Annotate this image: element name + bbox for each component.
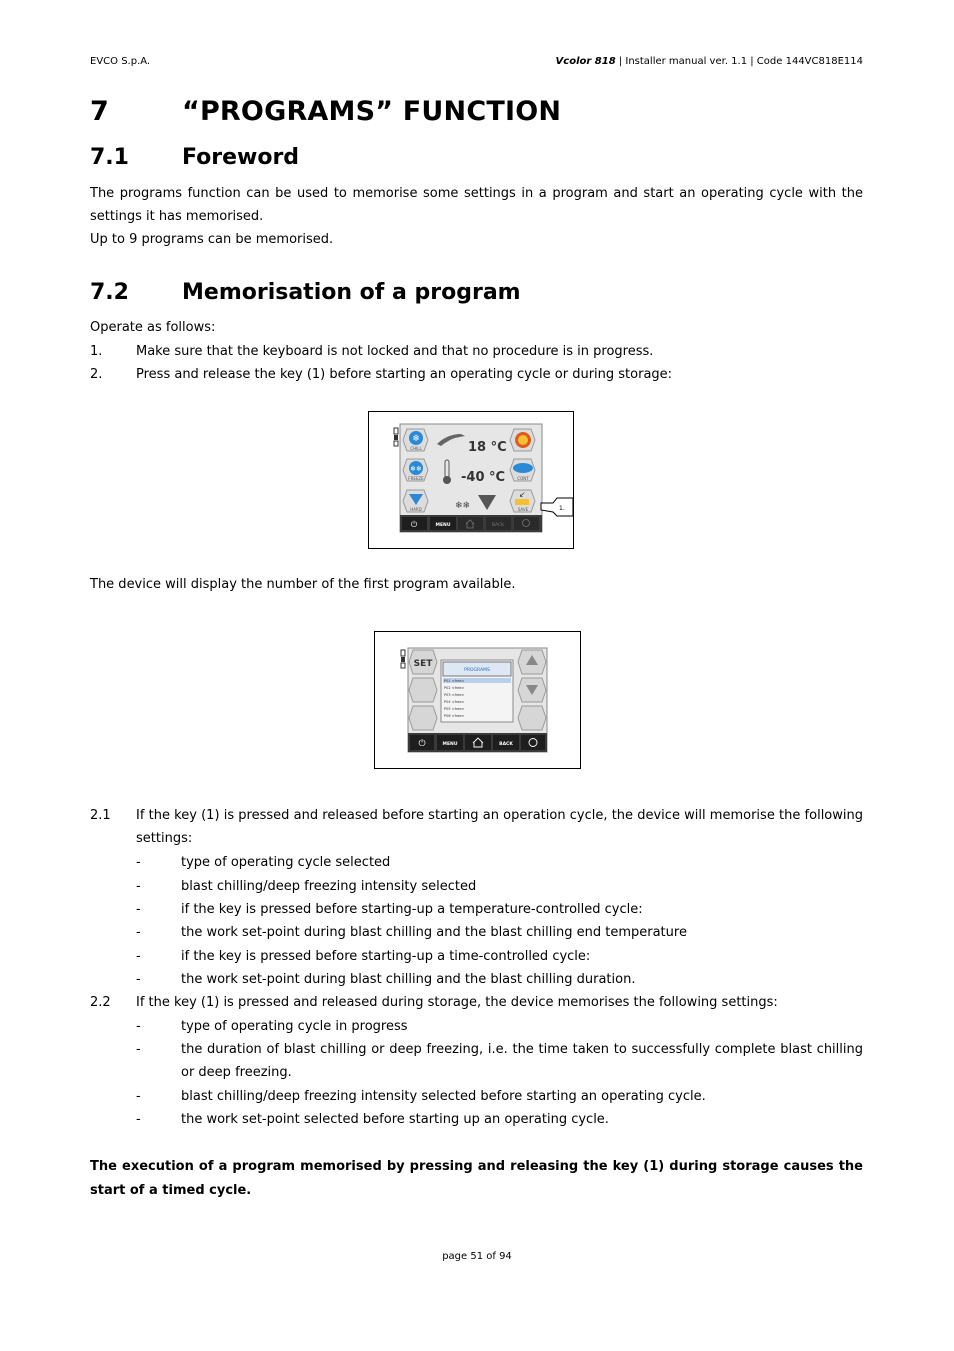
item-number: 2.1 [90, 808, 111, 823]
dash: - [136, 855, 141, 870]
foreword-paragraph: The programs function can be used to memorise some settings in a program and start an operating cycle with the settings it has memorised. [90, 186, 863, 224]
dash: - [136, 925, 141, 940]
subsection-7-1-title: Foreword [182, 145, 300, 170]
intro-text: Operate as follows: [90, 320, 216, 335]
svg-text:⏻: ⏻ [418, 739, 426, 749]
header-company: EVCO S.p.A. [90, 56, 151, 67]
down-button[interactable] [518, 678, 546, 702]
chill-button[interactable] [403, 429, 428, 451]
list-item-text: if the key is pressed before starting-up a temperature-controlled cycle: [181, 902, 643, 917]
svg-text:❄: ❄ [412, 434, 420, 444]
snowflake-icon: ❄❄ [455, 501, 471, 511]
cycle-button[interactable] [510, 429, 535, 451]
step-2 [90, 363, 863, 386]
list-item [90, 1038, 863, 1085]
subsection-7-2-heading [90, 280, 521, 305]
header-product: Vcolor 818 [555, 56, 616, 67]
section-number: 7 [90, 96, 109, 127]
subsection-7-2-number: 7.2 [90, 280, 129, 305]
list-item-text: type of operating cycle selected [181, 855, 391, 870]
list-item [90, 1015, 863, 1038]
dash: - [136, 972, 141, 987]
figure-programs-display [374, 631, 581, 769]
power-button[interactable] [410, 735, 434, 750]
important-note: The execution of a program memorised by pressing and releasing the key (1) during storage causes the start of a timed cycle. [90, 1159, 863, 1198]
subsection-7-1-heading [90, 145, 299, 170]
step-text: Make sure that the keyboard is not locked and that no procedure is in progress. [136, 344, 654, 359]
list-item-text: blast chilling/deep freezing intensity selected [181, 879, 477, 894]
lock-icon [394, 428, 398, 446]
main-display-illustration [369, 412, 573, 548]
set-button[interactable] [409, 650, 437, 674]
step-text: Press and release the key (1) before starting an operating cycle or during storage: [136, 367, 673, 382]
svg-text:⏻: ⏻ [410, 520, 418, 529]
list-item-text: if the key is pressed before starting-up a time-controlled cycle: [181, 949, 591, 964]
page-number: page 51 of 94 [442, 1251, 512, 1262]
step-number: 2. [90, 367, 103, 382]
section-title: “PROGRAMS” FUNCTION [182, 96, 562, 127]
program-row[interactable]: P02 <free> [444, 686, 465, 690]
menu-label: MENU [442, 742, 458, 747]
list-item [90, 1108, 863, 1131]
header-manual: | Installer manual ver. 1.1 | Code 144VC818E114 [615, 56, 863, 67]
back-button[interactable] [493, 735, 519, 750]
header-manual-info [556, 56, 863, 67]
home-button[interactable] [458, 517, 483, 530]
program-row[interactable]: P01 <free> [444, 679, 465, 683]
cont-label: CONT [517, 476, 529, 481]
program-row[interactable]: P05 <free> [444, 707, 465, 711]
item-2-2 [90, 991, 863, 1014]
menu-label: MENU [435, 523, 451, 528]
save-label: SAVE [517, 507, 529, 512]
after-figure-text: The device will display the number of the first program available. [90, 577, 516, 592]
list-item [90, 921, 863, 944]
list-item [90, 968, 863, 991]
chill-label: CHILL [410, 446, 422, 451]
dash: - [136, 1019, 141, 1034]
callout-label: 1. [559, 505, 565, 512]
dash: - [136, 949, 141, 964]
programs-display-illustration [375, 632, 580, 768]
freeze-button[interactable] [403, 459, 428, 481]
menu-button[interactable] [430, 517, 456, 530]
section-heading [90, 96, 561, 127]
save-button[interactable] [510, 490, 535, 512]
programs-title: PROGRAMS [464, 668, 490, 673]
cont-button[interactable] [510, 459, 535, 481]
back-label: BACK [499, 742, 513, 747]
dash: - [136, 1042, 141, 1057]
list-item-text: the work set-point during blast chilling and the blast chilling duration. [181, 972, 636, 987]
refresh-button[interactable] [514, 517, 539, 530]
temperature-1: 18 °C [468, 440, 507, 455]
up-button[interactable] [518, 650, 546, 674]
list-item [90, 945, 863, 968]
refresh-button[interactable] [521, 735, 545, 750]
list-item-text: the work set-point during blast chilling and the blast chilling end temperature [181, 925, 687, 940]
hard-button[interactable] [403, 490, 428, 512]
list-item-text: the work set-point selected before starting up an operating cycle. [181, 1112, 609, 1127]
back-button[interactable] [486, 517, 511, 530]
list-item-text: type of operating cycle in progress [181, 1019, 408, 1034]
subsection-7-1-number: 7.1 [90, 145, 129, 170]
power-button[interactable] [402, 517, 427, 530]
program-row[interactable]: P06 <free> [444, 714, 465, 718]
hard-label: HARD [410, 507, 422, 512]
item-number: 2.2 [90, 995, 111, 1010]
svg-text:↙: ↙ [519, 490, 526, 499]
program-row[interactable]: P04 <free> [444, 700, 465, 704]
step-1 [90, 340, 863, 363]
list-item-text: blast chilling/deep freezing intensity selected before starting an operating cycle. [181, 1089, 706, 1104]
figure-main-display [368, 411, 574, 549]
list-item [90, 1085, 863, 1108]
freeze-label: FREEZE [408, 476, 424, 481]
dash: - [136, 879, 141, 894]
blank-button[interactable] [518, 706, 546, 730]
item-text: If the key (1) is pressed and released before starting an operation cycle, the device will memorise the following settings: [136, 808, 863, 847]
temperature-2: -40 °C [461, 470, 506, 485]
blank-button[interactable] [409, 678, 437, 702]
list-item [90, 875, 863, 898]
svg-text:❄❄: ❄❄ [410, 465, 422, 473]
home-button[interactable] [465, 735, 491, 750]
set-label: SET [413, 659, 433, 669]
subsection-7-2-title: Memorisation of a program [182, 280, 521, 305]
program-row[interactable]: P03 <free> [444, 693, 465, 697]
back-label: BACK [491, 523, 505, 528]
item-text: If the key (1) is pressed and released during storage, the device memorises the following settings: [136, 995, 778, 1010]
item-2-1 [90, 804, 863, 851]
list-item-text: the duration of blast chilling or deep freezing, i.e. the time taken to successfully complete blast chilling or deep freezing. [181, 1042, 863, 1081]
step-number: 1. [90, 344, 103, 359]
dash: - [136, 902, 141, 917]
dash: - [136, 1089, 141, 1104]
menu-button[interactable] [437, 735, 463, 750]
list-item [90, 898, 863, 921]
dash: - [136, 1112, 141, 1127]
blank-button[interactable] [409, 706, 437, 730]
lock-icon [401, 650, 405, 668]
callout-hand-icon [541, 496, 573, 518]
list-item [90, 851, 863, 874]
foreword-paragraph-2: Up to 9 programs can be memorised. [90, 232, 334, 247]
